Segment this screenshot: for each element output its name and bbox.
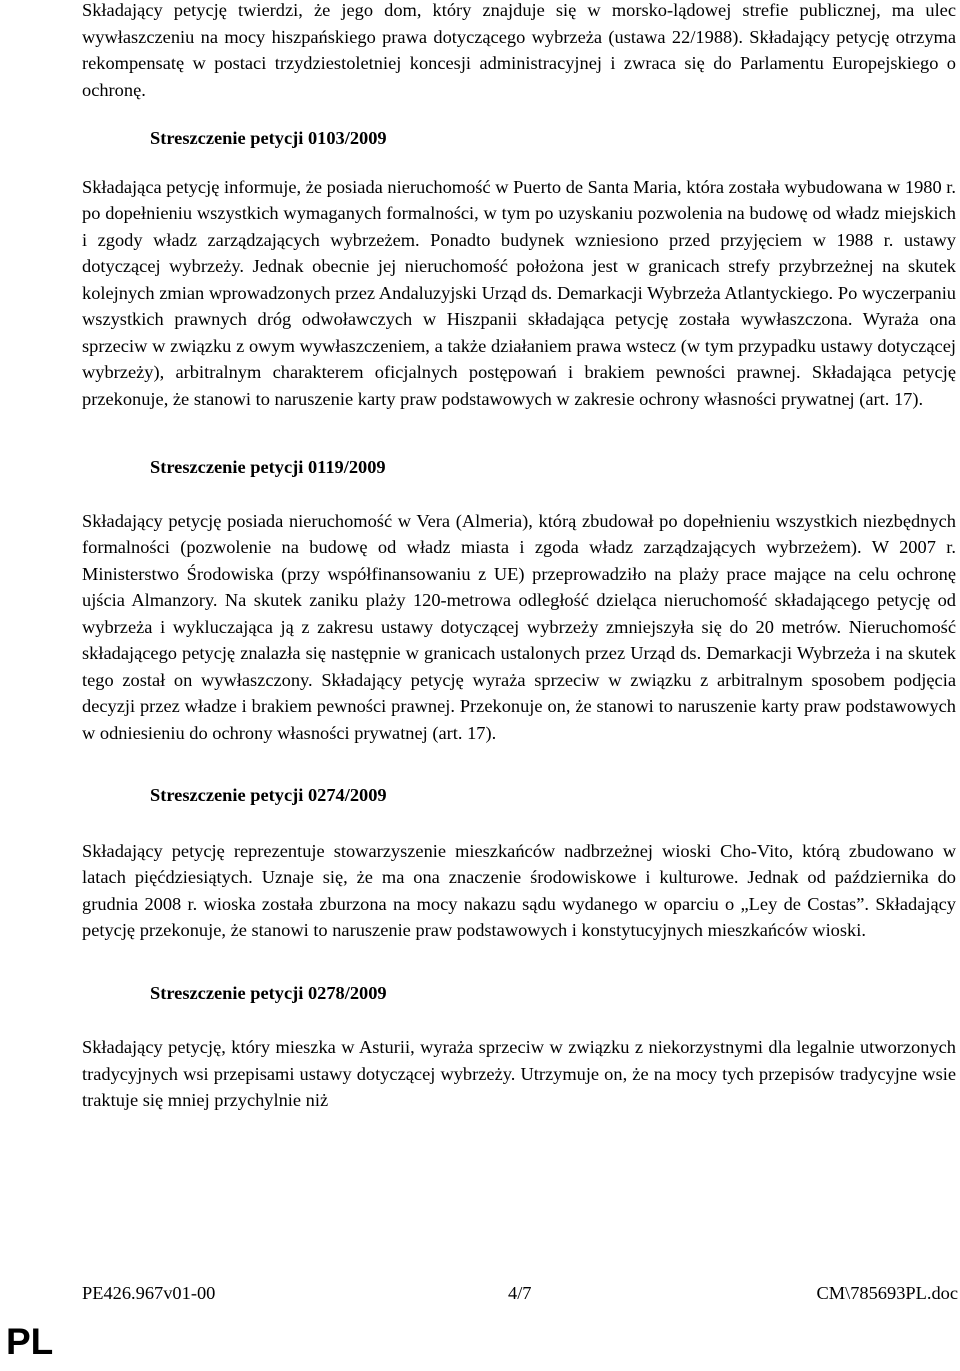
intro-paragraph: Składający petycję twierdzi, że jego dom, który znajduje się w morsko-lądowej strefie publicznej, ma ulec wywłaszczeniu na mocy hiszpańskiego prawa dotyczącego wybrzeża (ustawa 22/1988). Składający petycję otrzyma rekompensatę w postaci trzydziestoletniej koncesji administracyjnej i zwraca się do Parlamentu Europejskiego o ochronę. [82,0,956,100]
language-code: PL [6,1321,54,1362]
footer-doc-ref: PE426.967v01-00 [82,1283,216,1303]
page-footer [82,1280,958,1306]
section-heading-0119: Streszczenie petycji 0119/2009 [150,457,386,477]
document-body [82,0,956,1114]
footer-page-number: 4/7 [508,1283,532,1303]
section-heading-0274: Streszczenie petycji 0274/2009 [150,785,387,805]
footer-file-name: CM\785693PL.doc [816,1283,958,1303]
section-heading-0103: Streszczenie petycji 0103/2009 [150,128,387,148]
section-text-0119: Składający petycję posiada nieruchomość w Vera (Almeria), którą zbudował po dopełnieniu wszystkich niezbędnych formalności (pozwolenie na budowę od władz miasta i zgoda władz zarządzających wybrzeżem). W 2007 r. Ministerstwo Środowiska (przy współfinansowaniu z UE) przeprowadziło na plaży prace mające na celu ochronę ujścia Almanzory. Na skutek zaniku plaży 120-metrowa odległość dzieląca nieruchomość składającego petycję od wybrzeża i wykluczająca ją z zakresu ustawy dotyczącej wybrzeży zmniejszyła się do 20 metrów. Nieruchomość składającego petycję znalazła się następnie w granicach ustalonych przez Urząd ds. Demarkacji Wybrzeża i na skutek tego został on wywłaszczony. Składający petycję wyraża sprzeciw w związku z arbitralnym sposobem podjęcia decyzji przez władze i brakiem pewności prawnej. Przekonuje on, że stanowi to naruszenie karty praw podstawowych w odniesieniu do ochrony własności prywatnej (art. 17). [82,510,956,743]
section-text-0278: Składający petycję, który mieszka w Asturii, wyraża sprzeciw w związku z niekorzystnymi dla legalnie utworzonych tradycyjnych wsi przepisami ustawy dotyczącej wybrzeży. Utrzymuje on, że na mocy tych przepisów tradycyjne wsie traktuje się mniej przychylnie niż [82,1037,956,1110]
section-heading-0278: Streszczenie petycji 0278/2009 [150,982,387,1003]
section-text-0274: Składający petycję reprezentuje stowarzyszenie mieszkańców nadbrzeżnej wioski Cho-Vito, którą zbudowano w latach pięćdziesiątych. Uznaje się, że ma ona znaczenie środowiskowe i kulturowe. Jednak od października do grudnia 2008 r. wioska została zburzona na mocy nakazu sądu wydanego w oparciu o „Ley de Costas”. Składający petycję przekonuje, że stanowi to naruszenie praw podstawowych i konstytucyjnych mieszkańców wioski. [82,840,956,940]
section-text-0103: Składająca petycję informuje, że posiada nieruchomość w Puerto de Santa Maria, która została wybudowana w 1980 r. po dopełnieniu wszystkich wymaganych formalności, w tym po uzyskaniu pozwolenia na budowę od władz miejskich i zgody władz zarządzających wybrzeżem. Ponadto budynek wzniesiono przed przyjęciem w 1988 r. ustawy dotyczącej wybrzeży. Jednak obecnie jej nieruchomość położona jest w granicach strefy przybrzeżnej na skutek kolejnych zmian wprowadzonych przez Andaluzyjski Urząd ds. Demarkacji Wybrzeża Atlantyckiego. Po wyczerpaniu wszystkich prawnych dróg odwoławczych w Hiszpanii składająca petycję została wywłaszczona. Wyraża ona sprzeciw w związku z owym wywłaszczeniem, a także działaniem prawa wstecz (w tym przypadku ustawy dotyczącej wybrzeży), arbitralnym charakterem oficjalnych postępowań i brakiem pewności prawnej. Składająca petycję przekonuje, że stanowi to naruszenie karty praw podstawowych w zakresie ochrony własności prywatnej (art. 17). [82,176,956,409]
